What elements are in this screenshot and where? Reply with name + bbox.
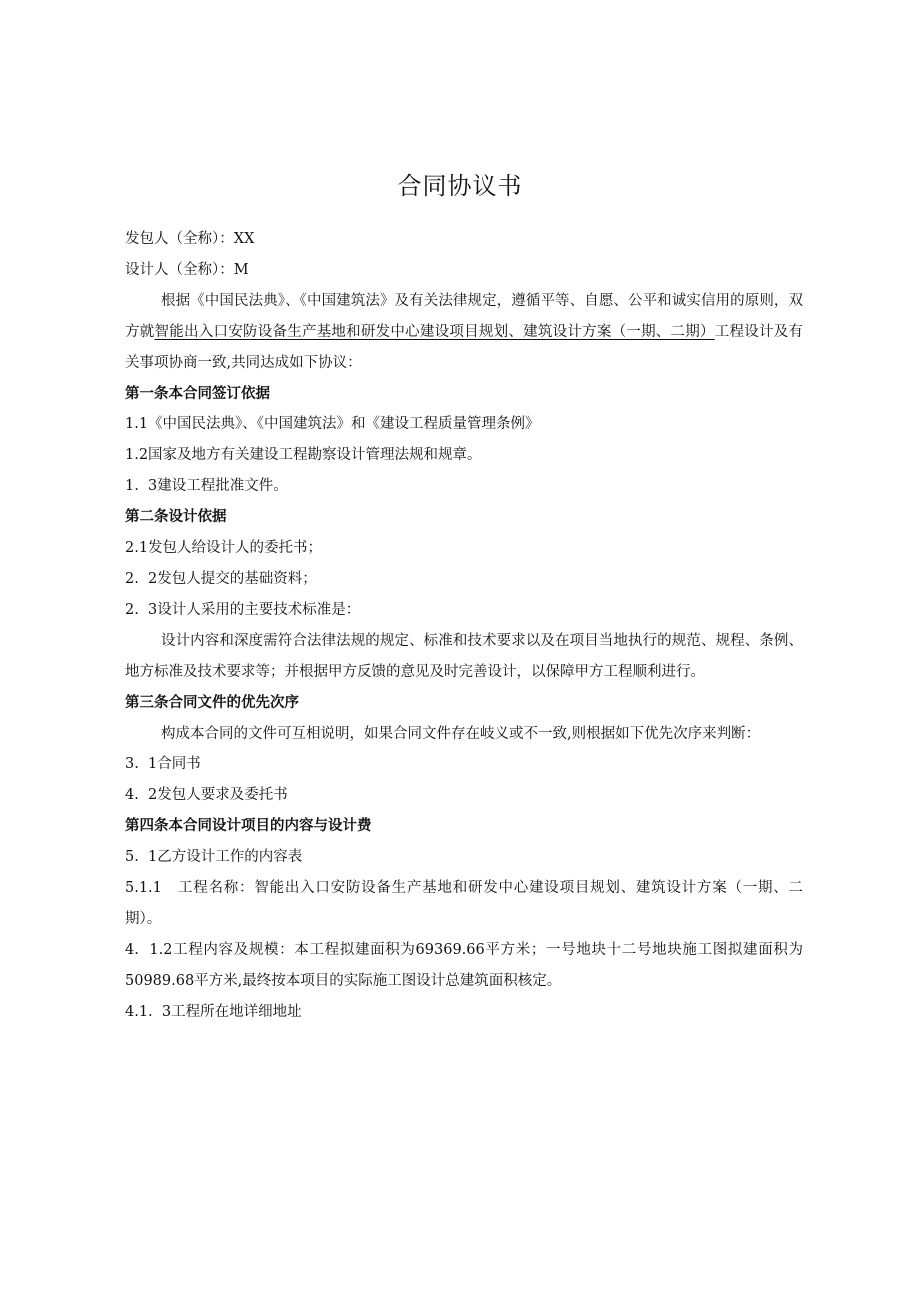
- section-2-item-3: 2. 3设计人采用的主要技术标准是：: [125, 601, 361, 618]
- section-3-item-1: 3. 1合同书: [125, 756, 201, 773]
- section-1-item-1: 1.1《中国民法典》、《中国建筑法》和《建设工程质量管理条例》: [125, 416, 540, 433]
- section-1-item-2: 1.2国家及地方有关建设工程勘察设计管理法规和规章。: [125, 447, 482, 464]
- employer-line: 发包人（全称）：XX: [125, 231, 255, 247]
- section-2-heading: 第二条设计依据: [125, 509, 227, 526]
- section-3-heading: 第三条合同文件的优先次序: [125, 694, 299, 711]
- section-2-item-2: 2. 2发包人提交的基础资料；: [125, 570, 317, 587]
- section-4-item-2: 5.1.1 工程名称：智能出入口安防设备生产基地和研发中心建设项目规划、建筑设计方案（一期、二期）。: [125, 880, 803, 927]
- document-body: [125, 224, 803, 1028]
- section-3-paragraph: 构成本合同的文件可互相说明，如果合同文件存在岐义或不一致,则根据如下优先次序来判断：: [161, 725, 761, 742]
- section-1-heading: 第一条本合同签订依据: [125, 385, 270, 402]
- section-4-heading: 第四条本合同设计项目的内容与设计费: [125, 818, 372, 835]
- designer-line: 设计人（全称）：M: [125, 261, 249, 278]
- section-2-item-1: 2.1发包人给设计人的委托书；: [125, 540, 323, 557]
- section-4-item-4: 4.1. 3工程所在地详细地址: [125, 1003, 302, 1020]
- section-4-item-3: 4. 1.2工程内容及规模：本工程拟建面积为69369.66平方米；一号地块十二号地块施工图拟建面积为50989.68平方米,最终按本项目的实际施工图设计总建筑面积核定。: [125, 941, 803, 989]
- section-3-item-2: 4. 2发包人要求及委托书: [125, 787, 288, 804]
- project-name-underlined: 智能出入口安防设备生产基地和研发中心建设项目规划、建筑设计方案（一期、二期）: [154, 323, 715, 340]
- section-2-paragraph: 设计内容和深度需符合法律法规的规定、标准和技术要求以及在项目当地执行的规范、规程、条例、地方标准及技术要求等；并根据甲方反馈的意见及时完善设计，以保障甲方工程顺利进行。: [125, 632, 803, 680]
- document-title: 合同协议书: [397, 172, 523, 200]
- section-4-item-1: 5. 1乙方设计工作的内容表: [125, 849, 303, 866]
- section-1-item-3: 1. 3建设工程批准文件。: [125, 478, 288, 495]
- intro-pre: 根据《中国民法典》、《中国建筑法》及有关法律规定，遵循平等、自愿、公平和诚实信用的原则，双方就: [125, 292, 803, 340]
- intro-post: 工程设计及有关事项协商一致,共同达成如下协议：: [125, 323, 804, 371]
- intro-paragraph: [125, 286, 803, 379]
